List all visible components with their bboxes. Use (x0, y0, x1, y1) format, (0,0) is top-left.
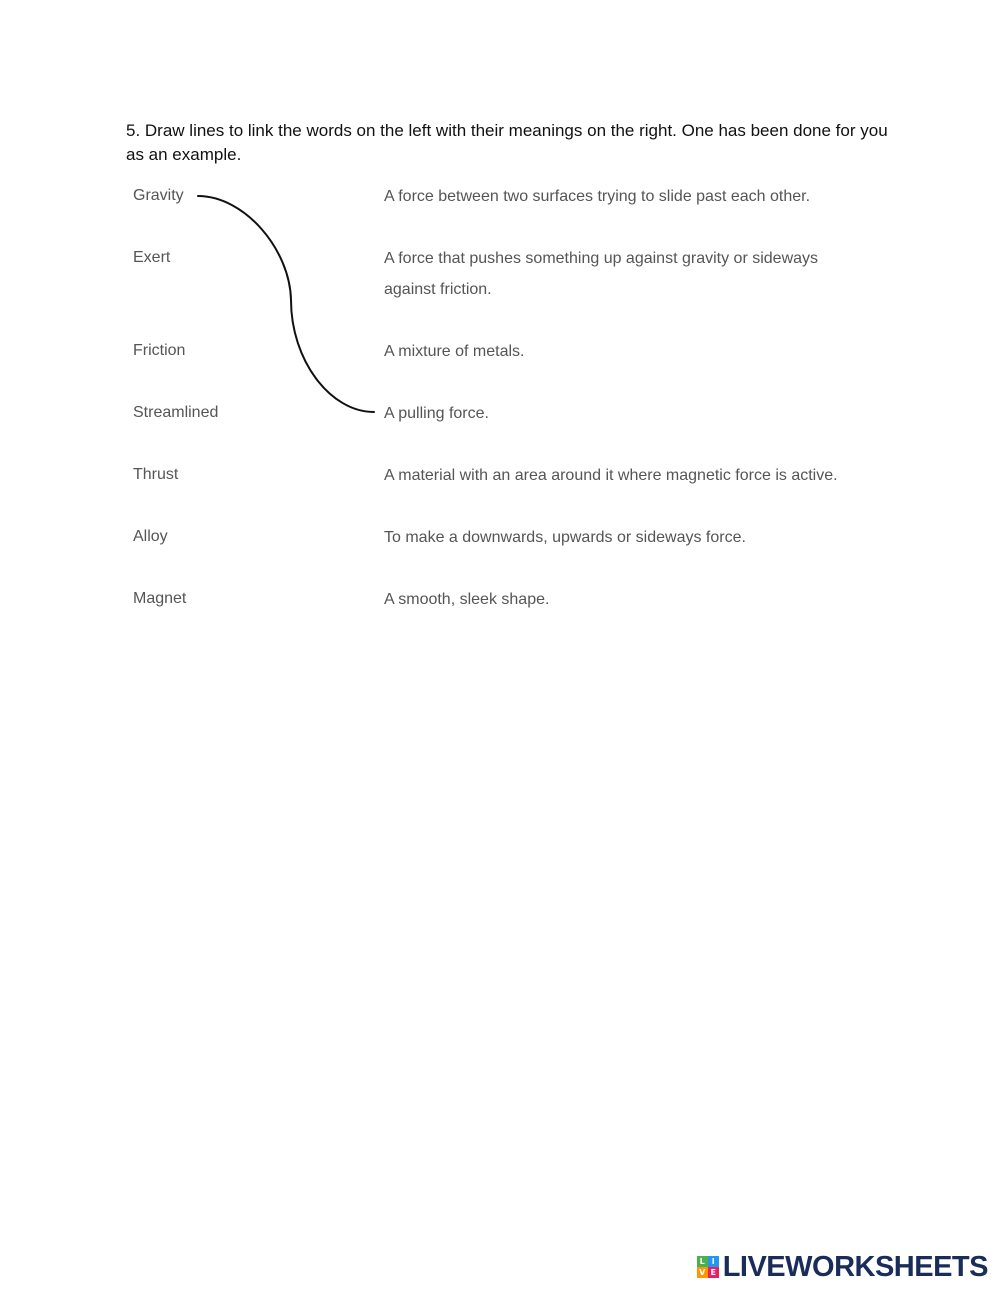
word-thrust[interactable]: Thrust (133, 466, 179, 483)
word-friction[interactable]: Friction (133, 342, 186, 359)
word-streamlined[interactable]: Streamlined (133, 404, 219, 421)
meaning-streamlined[interactable]: A smooth, sleek shape. (384, 591, 550, 608)
logo-mark-e: E (708, 1267, 719, 1278)
word-alloy[interactable]: Alloy (133, 528, 168, 545)
logo-text: LIVEWORKSHEETS (722, 1250, 988, 1283)
meaning-exert[interactable]: To make a downwards, upwards or sideways force. (384, 529, 746, 546)
meaning-friction[interactable]: A force between two surfaces trying to slide past each other. (384, 188, 811, 205)
logo-mark-i: I (708, 1256, 719, 1267)
word-gravity[interactable]: Gravity (133, 187, 184, 204)
instruction-text: 5. Draw lines to link the words on the left with their meanings on the right. One has been done for you as an example. (126, 121, 888, 164)
logo-mark-v: V (697, 1267, 708, 1278)
meaning-alloy[interactable]: A mixture of metals. (384, 343, 525, 360)
logo-mark-icon (697, 1256, 719, 1278)
logo-mark-l: L (697, 1256, 708, 1267)
word-exert[interactable]: Exert (133, 249, 171, 266)
meaning-gravity[interactable]: A pulling force. (384, 405, 489, 422)
liveworksheets-logo (697, 1252, 988, 1282)
meaning-magnet[interactable]: A material with an area around it where magnetic force is active. (384, 467, 838, 484)
word-magnet[interactable]: Magnet (133, 590, 187, 607)
meaning-thrust[interactable]: A force that pushes something up against gravity or sideways against friction. (384, 250, 819, 298)
